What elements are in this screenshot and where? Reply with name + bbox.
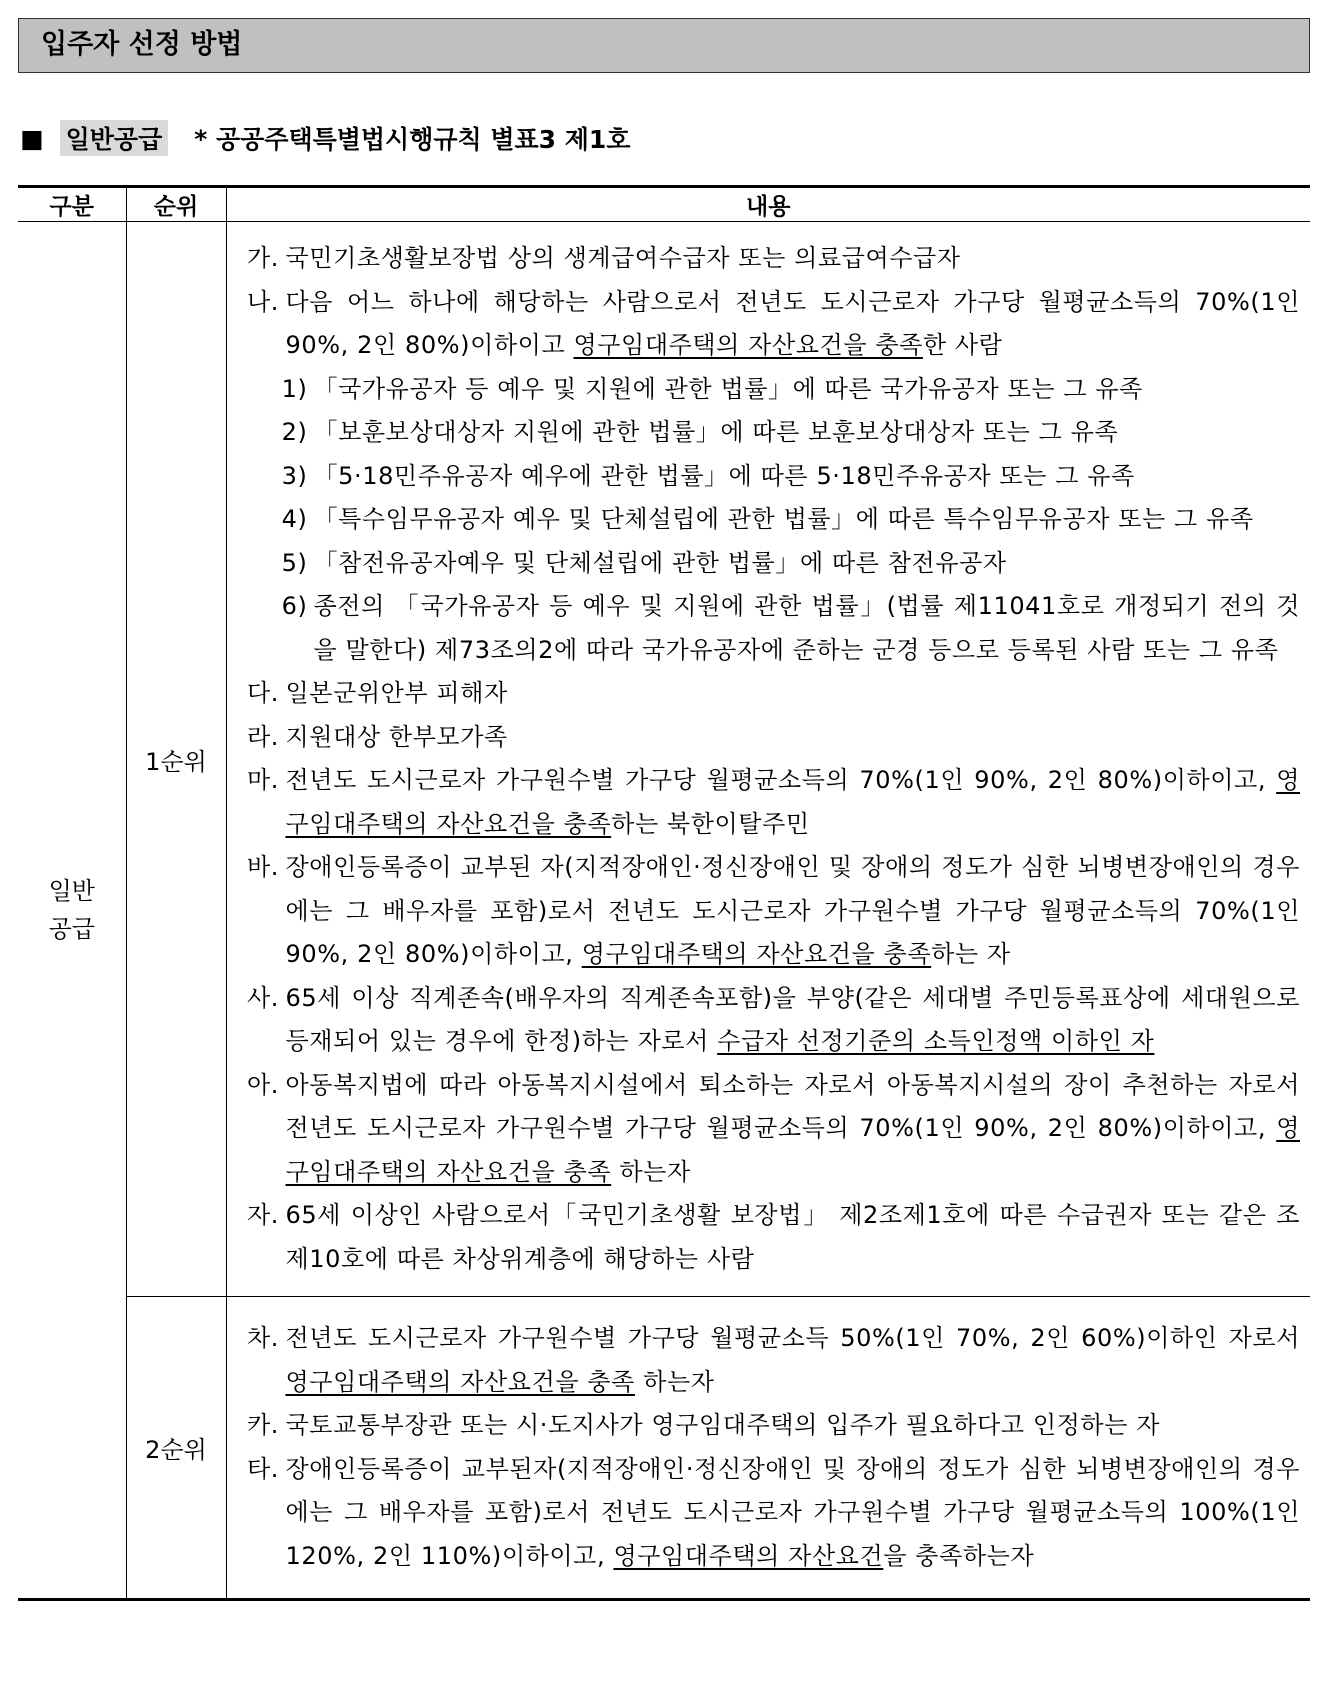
list-item: 나. 다음 어느 하나에 해당하는 사람으로서 전년도 도시근로자 가구당 월평균소득의 70%(1인 90%, 2인 80%)이하이고 영구임대주택의 자산요건을 충족한 사람 bbox=[246, 287, 1300, 359]
list-item: 가. 국민기초생활보장법 상의 생계급여수급자 또는 의료급여수급자 bbox=[246, 244, 961, 272]
list-item: 바. 장애인등록증이 교부된 자(지적장애인·정신장애인 및 장애의 정도가 심한 뇌병변장애인의 경우에는 그 배우자를 포함)로서 전년도 도시근로자 가구원수별 가구당 월평균소득의 70%(1인 90%, 2인 80%)이하이고, 영구임대주택의 자산요건을 충족하는 자 bbox=[246, 853, 1300, 968]
sub-item: 2) 「보훈보상대상자 지원에 관한 법률」에 따른 보훈보상대상자 또는 그 유족 bbox=[281, 418, 1119, 446]
asset-requirement-link: 영구임대주택의 자산요건을 충족 bbox=[573, 331, 923, 359]
header-category: 구분 bbox=[18, 187, 126, 222]
rank1-content bbox=[226, 222, 1310, 1297]
list-item: 사. 65세 이상 직계존속(배우자의 직계존속포함)을 부양(같은 세대별 주민등록표상에 세대원으로 등재되어 있는 경우에 한정)하는 자로서 수급자 선정기준의 소득인정액 이하인 자 bbox=[246, 983, 1300, 1055]
table-header-row bbox=[18, 187, 1310, 222]
section-heading bbox=[20, 118, 630, 158]
list-item: 자. 65세 이상인 사람으로서「국민기초생활 보장법」 제2조제1호에 따른 수급권자 또는 같은 조 제10호에 따른 차상위계층에 해당하는 사람 bbox=[246, 1201, 1300, 1273]
asset-requirement-link: 영구임대주택의 자산요건을 충족 bbox=[285, 766, 1300, 838]
table-row-rank2 bbox=[18, 1297, 1310, 1600]
category-line2: 공급 bbox=[48, 915, 95, 943]
asset-requirement-link: 영구임대주택의 자산요건을 충족 bbox=[285, 1367, 635, 1396]
sub-item: 5) 「참전유공자예우 및 단체설립에 관한 법률」에 따른 참전유공자 bbox=[281, 548, 1007, 577]
rank2-cell: 2순위 bbox=[126, 1297, 226, 1600]
list-item: 아. 아동복지법에 따라 아동복지시설에서 퇴소하는 자로서 아동복지시설의 장이 추천하는 자로서 전년도 도시근로자 가구원수별 가구당 월평균소득의 70%(1인 90%, 2인 80%)이하이고, 영구임대주택의 자산요건을 충족 하는자 bbox=[246, 1070, 1300, 1186]
asset-requirement-link: 영구임대주택의 자산요건을 충족 bbox=[581, 940, 932, 968]
selection-criteria-table bbox=[18, 185, 1310, 1601]
list-item: 라. 지원대상 한부모가족 bbox=[246, 722, 508, 751]
header-content: 내용 bbox=[226, 187, 1310, 222]
page-title: 입주자 선정 방법 bbox=[18, 18, 1310, 73]
square-bullet-icon: ■ bbox=[20, 123, 44, 153]
list-item: 차. 전년도 도시근로자 가구원수별 가구당 월평균소득 50%(1인 70%, 2인 60%)이하인 자로서 영구임대주택의 자산요건을 충족 하는자 bbox=[246, 1324, 1300, 1396]
list-item: 타. 장애인등록증이 교부된자(지적장애인·정신장애인 및 장애의 정도가 심한 뇌병변장애인의 경우에는 그 배우자를 포함)로서 전년도 도시근로자 가구원수별 가구당 월평균소득의 100%(1인 120%, 2인 110%)이하이고, 영구임대주택의 자산요건을 충족하는자 bbox=[246, 1454, 1300, 1570]
rank2-content bbox=[226, 1297, 1310, 1600]
list-item: 마. 전년도 도시근로자 가구원수별 가구당 월평균소득의 70%(1인 90%, 2인 80%)이하이고, 영구임대주택의 자산요건을 충족하는 북한이탈주민 bbox=[246, 766, 1300, 838]
sub-item: 4) 「특수임무유공자 예우 및 단체설립에 관한 법률」에 따른 특수임무유공자 또는 그 유족 bbox=[281, 505, 1254, 533]
asset-requirement-link: 영구임대주택의 자산요건 bbox=[613, 1541, 884, 1570]
category-line1: 일반 bbox=[48, 877, 95, 905]
list-item: 다. 일본군위안부 피해자 bbox=[246, 679, 508, 707]
category-cell bbox=[18, 222, 126, 1600]
section-note: * 공공주택특별법시행규칙 별표3 제1호 bbox=[194, 125, 631, 154]
list-item: 카. 국토교통부장관 또는 시·도지사가 영구임대주택의 입주가 필요하다고 인정하는 자 bbox=[246, 1411, 1160, 1439]
asset-requirement-link: 영구임대주택의 자산요건을 충족 bbox=[285, 1114, 1300, 1186]
sub-item: 1) 「국가유공자 등 예우 및 지원에 관한 법률」에 따른 국가유공자 또는 그 유족 bbox=[281, 374, 1143, 403]
sub-item: 6) 종전의 「국가유공자 등 예우 및 지원에 관한 법률」(법률 제11041호로 개정되기 전의 것을 말한다) 제73조의2에 따라 국가유공자에 준하는 군경 등으로 등록된 사람 또는 그 유족 bbox=[281, 592, 1300, 664]
section-title: 일반공급 bbox=[60, 120, 169, 156]
table-row-rank1 bbox=[18, 222, 1310, 1297]
sub-item: 3) 「5·18민주유공자 예우에 관한 법률」에 따른 5·18민주유공자 또는 그 유족 bbox=[281, 461, 1135, 490]
header-rank: 순위 bbox=[126, 187, 226, 222]
income-criteria-link: 수급자 선정기준의 소득인정액 이하인 자 bbox=[717, 1027, 1155, 1055]
rank1-cell: 1순위 bbox=[126, 222, 226, 1297]
